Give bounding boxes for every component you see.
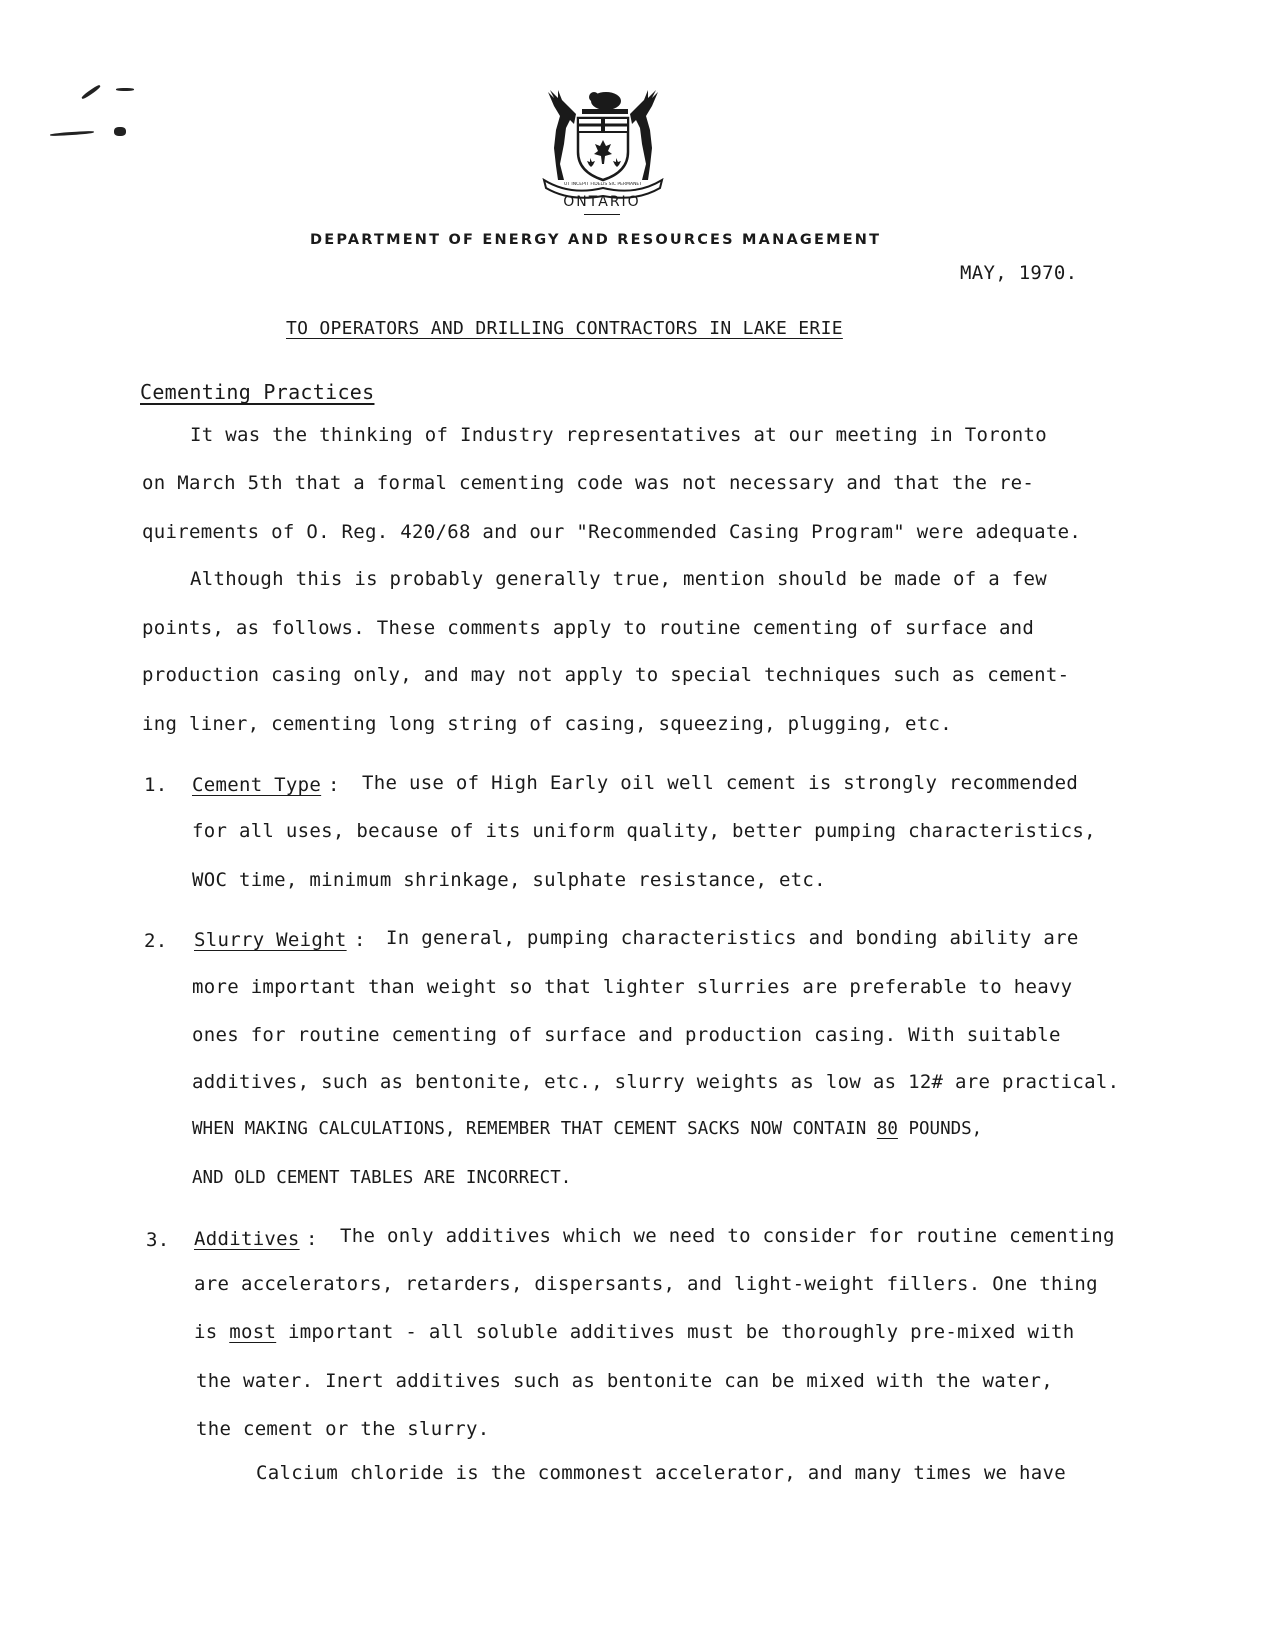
crest-motto: UT INCEPIT FIDELIS SIC PERMANET <box>563 182 643 187</box>
item-number: 1. <box>144 774 168 796</box>
item-caps-text <box>192 1119 982 1139</box>
department-name: DEPARTMENT OF ENERGY AND RESOURCES MANAGEMENT <box>310 232 882 248</box>
intro-line: Although this is probably generally true, mention should be made of a few <box>190 568 1047 590</box>
intro-line: It was the thinking of Industry representatives at our meeting in Toronto <box>190 424 1047 446</box>
item-colon: : <box>328 774 340 796</box>
item-text <box>194 1321 1074 1343</box>
item-text: additives, such as bentonite, etc., slurry weights as low as 12# are practical. <box>192 1071 1120 1093</box>
caps-emphasis: 80 <box>876 1119 898 1139</box>
section-heading: Cementing Practices <box>140 380 375 404</box>
ink-mark <box>81 84 101 100</box>
item-text: the water. Inert additives such as bentonite can be mixed with the water, <box>196 1370 1053 1392</box>
item-text: for all uses, because of its uniform quality, better pumping characteristics, <box>192 820 1096 842</box>
item-text: The use of High Early oil well cement is strongly recommended <box>362 772 1079 794</box>
intro-line: points, as follows. These comments apply to routine cementing of surface and <box>142 617 1035 639</box>
item-title: Cement Type <box>192 774 322 796</box>
item-text: The only additives which we need to consider for routine cementing <box>340 1225 1115 1247</box>
ink-mark <box>114 127 126 136</box>
ink-mark <box>116 88 134 91</box>
item-text: ones for routine cementing of surface and production casing. With suitable <box>192 1024 1061 1046</box>
item-text: are accelerators, retarders, dispersants, and light-weight fillers. One thing <box>194 1273 1098 1295</box>
item-text-part: important - all soluble additives must be thoroughly pre-mixed with <box>287 1321 1075 1343</box>
closing-line: Calcium chloride is the commonest accelerator, and many times we have <box>256 1462 1066 1484</box>
caps-text-part: WHEN MAKING CALCULATIONS, REMEMBER THAT CEMENT SACKS NOW CONTAIN <box>192 1119 867 1139</box>
letter-date: MAY, 1970. <box>960 262 1078 284</box>
item-text-part: is <box>194 1321 218 1343</box>
province-rule <box>584 214 620 215</box>
item-text: more important than weight so that lighter slurries are preferable to heavy <box>192 976 1073 998</box>
coat-of-arms <box>540 84 666 200</box>
intro-line: production casing only, and may not apply to special techniques such as cement- <box>142 664 1070 686</box>
item-colon: : <box>306 1228 318 1250</box>
item-number: 2. <box>144 930 168 952</box>
item-caps-text: AND OLD CEMENT TABLES ARE INCORRECT. <box>192 1168 572 1188</box>
intro-line: on March 5th that a formal cementing code was not necessary and that the re- <box>142 472 1035 494</box>
item-emphasis: most <box>229 1321 277 1343</box>
intro-line: quirements of O. Reg. 420/68 and our "Recommended Casing Program" were adequate. <box>142 521 1082 543</box>
province-name: ONTARIO <box>563 194 641 210</box>
item-title: Slurry Weight <box>194 929 347 951</box>
item-title: Additives <box>194 1228 300 1250</box>
caps-text-part: POUNDS, <box>908 1119 983 1139</box>
item-text: WOC time, minimum shrinkage, sulphate resistance, etc. <box>192 869 826 891</box>
item-colon: : <box>354 929 366 951</box>
item-text: the cement or the slurry. <box>196 1418 490 1440</box>
ink-mark <box>50 130 94 136</box>
letter-subject: TO OPERATORS AND DRILLING CONTRACTORS IN LAKE ERIE <box>286 318 843 339</box>
item-text: In general, pumping characteristics and bonding ability are <box>386 927 1079 949</box>
intro-line: ing liner, cementing long string of casing, squeezing, plugging, etc. <box>142 713 952 735</box>
item-number: 3. <box>146 1229 170 1251</box>
